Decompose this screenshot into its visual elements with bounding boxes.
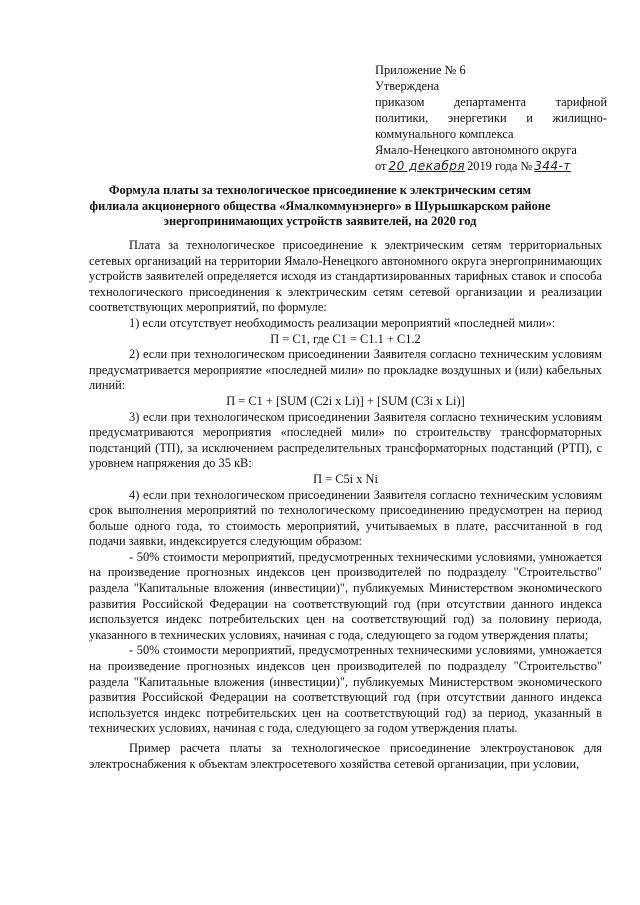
order-line-4: Ямало-Ненецкого автономного округа: [375, 143, 577, 157]
order-line-1: приказом департамента тарифной: [375, 95, 607, 109]
indexation-bullet-2: - 50% стоимости мероприятий, предусмотренных техническими условиями, умножается на произведение прогнозных индексов цен производителей по подразделу "Строительство" раздела "Капитальные вложения (инвестиции)", публикуемых Министерством экономического развития Российской Федерации на соответствующий год (при отсутствии данного индекса используется индекс потребительских цен на соответствующий год) за период, указанный в технических условиях, начиная с года, следующего за годом утверждения платы.: [89, 643, 602, 736]
document-title: [60, 183, 580, 230]
formula-1: П = C1, где C1 = C1.1 + C1.2: [270, 331, 421, 346]
approved-label: Утверждена: [375, 79, 440, 93]
approval-block: [375, 62, 607, 174]
date-prefix: от: [375, 159, 387, 173]
formula-2: П = C1 + [SUM (C2i x Li)] + [SUM (C3i x Li)]: [226, 393, 465, 408]
order-line-2: политики, энергетики и жилищно-: [375, 111, 607, 125]
document-body: [89, 238, 602, 772]
title-line-2: филиала акционерного общества «Ямалкоммунэнерго» в Шурышкарском районе: [89, 198, 551, 213]
case-4-paragraph: 4) если при технологическом присоединении Заявителя согласно техническим условиям срок выполнения мероприятий по технологическому присоединению предусмотрен на период больше одного года, то стоимость мероприятий, учитываемых в плате, рассчитанной в год подачи заявки, индексируется следующим образом:: [89, 487, 602, 549]
order-date-line: [375, 158, 607, 174]
intro-paragraph: Плата за технологическое присоединение к электрическим сетям территориальных сетевых организаций на территории Ямало-Ненецкого автономного округа энергопринимающих устройств заявителей определяется исходя из стандартизированных тарифных ставок и способа технологического присоединения к электрическим сетям сетевой организации и реализации соответствующих мероприятий, по формуле:: [89, 238, 602, 315]
formula-3: П = C5i x Ni: [313, 471, 378, 486]
case-1-paragraph: 1) если отсутствует необходимость реализации мероприятий «последней мили»:: [129, 315, 556, 330]
case-2-paragraph: 2) если при технологическом присоединении Заявителя согласно техническим условиям предусматривается мероприятие «последней мили» по прокладке воздушных и (или) кабельных линий:: [89, 347, 602, 393]
appendix-number: Приложение № 6: [375, 63, 466, 77]
example-paragraph: Пример расчета платы за технологическое присоединение электроустановок для электроснабжения к объектам электросетевого хозяйства сетевой организации, при условии,: [89, 741, 602, 771]
case-3-paragraph: 3) если при технологическом присоединении Заявителя согласно техническим условиям предусматриваются мероприятия «последней мили» по строительству трансформаторных подстанций (ТП), за исключением распределительных трансформаторных подстанций (РТП), с уровнем напряжения до 35 кВ:: [89, 409, 602, 471]
handwritten-date: 20 декабря: [388, 159, 466, 173]
handwritten-order-number: 344-т: [534, 159, 572, 173]
title-line-1: Формула платы за технологическое присоединение к электрическим сетям: [108, 183, 532, 197]
title-line-3: энергопринимающих устройств заявителей, на 2020 год: [163, 214, 477, 229]
indexation-bullet-1: - 50% стоимости мероприятий, предусмотренных техническими условиями, умножается на произведение прогнозных индексов цен производителей по подразделу "Строительство" раздела "Капитальные вложения (инвестиции)", публикуемых Министерством экономического развития Российской Федерации на соответствующий год (при отсутствии данного индекса используется индекс потребительских цен на соответствующий год) за половину периода, указанного в технических условиях, начиная с года, следующего за годом утверждения платы;: [89, 549, 602, 642]
date-year: 2019 года №: [467, 159, 533, 173]
order-line-3: коммунального комплекса: [375, 127, 514, 141]
